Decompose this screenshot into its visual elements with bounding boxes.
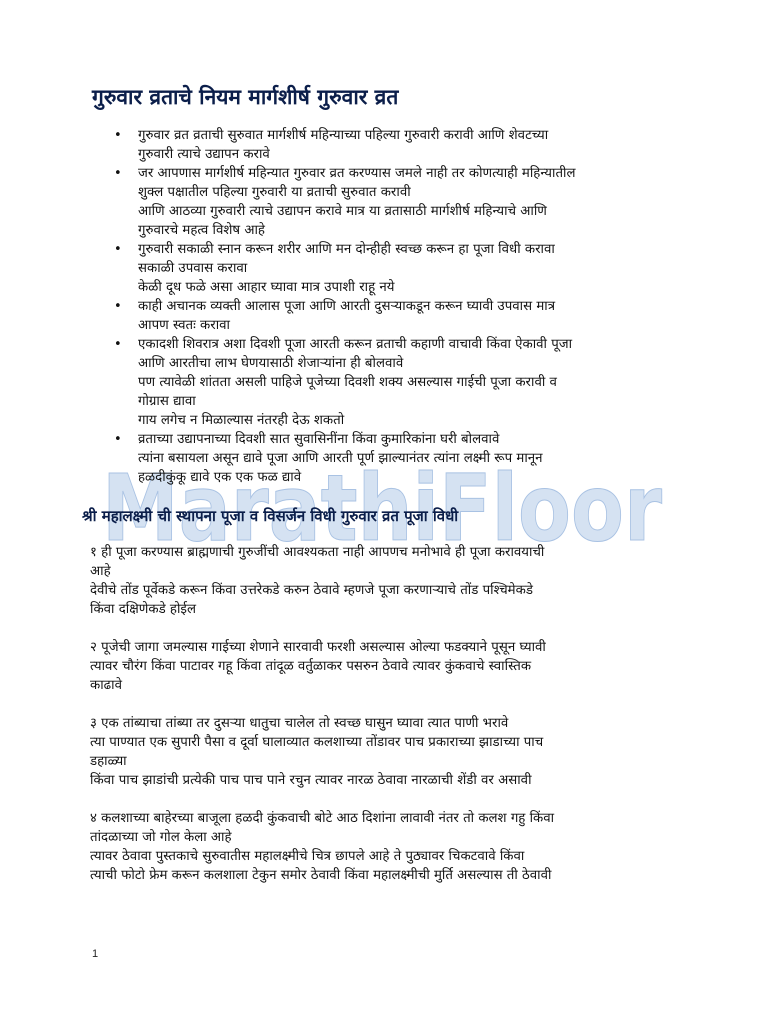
rule-line: गोग्रास द्यावा (138, 394, 196, 410)
rule-line: • काही अचानक व्यक्ती आलास पूजा आणि आरती दुसऱ्याकडून करून घ्यावी उपवास मात्र (138, 299, 556, 315)
rule-line: • गुरुवारी सकाळी स्नान करून शरीर आणि मन दोन्हीही स्वच्छ करून हा पूजा विधी करावा (138, 242, 555, 258)
rule-line: हळदीकुंकू द्यावे एक एक फळ द्यावे (138, 470, 302, 486)
page-number: 1 (92, 948, 99, 960)
rule-item (138, 240, 682, 297)
rule-line: केळी दूध फळे असा आहार घ्यावा मात्र उपाशी राहू नये (138, 280, 395, 296)
puja-step (90, 543, 682, 619)
step-line: त्यावर चौरंग किंवा पाटावर गहू किंवा तांदूळ वर्तुळाकर पसरुन ठेवावे त्यावर कुंकवाचे स्वास्तिक (90, 658, 532, 674)
rule-item (138, 335, 682, 430)
svg-text:MarathiFloor: MarathiFloor (102, 455, 663, 562)
step-line: त्यावर ठेवावा पुस्तकाचे सुरुवातीस महालक्ष्मीचे चित्र छापले आहे ते पुठ्यावर चिकटवावे किंवा (90, 848, 525, 864)
rule-line: गुरुवारी त्याचे उद्यापन करावे (138, 147, 270, 163)
rule-line: • जर आपणास मार्गशीर्ष महिन्यात गुरुवार व्रत करण्यास जमले नाही तर कोणत्याही महिन्यातील (138, 166, 576, 182)
puja-steps (92, 543, 682, 885)
puja-step (90, 714, 682, 790)
step-line: १ ही पूजा करण्यास ब्राह्मणाची गुरुजींची आवश्यकता नाही आपणच मनोभावे ही पूजा करावयाची (90, 544, 545, 560)
rule-line: सकाळी उपवास करावा (138, 261, 248, 277)
rule-line: पण त्यावेळी शांतता असली पाहिजे पूजेच्या दिवशी शक्य असल्यास गाईची पूजा करावी व (138, 375, 557, 391)
step-line: किंवा पाच झाडांची प्रत्येकी पाच पाच पाने रचुन त्यावर नारळ ठेवावा नारळाची शेंडी वर असावी (90, 772, 532, 788)
step-line: २ पूजेची जागा जमल्यास गाईच्या शेणाने सारवावी फरशी असल्यास ओल्या फडक्याने पूसून घ्यावी (90, 639, 546, 655)
step-line: आहे (90, 563, 111, 579)
step-line: ४ कलशाच्या बाहेरच्या बाजूला हळदी कुंकवाची बोटे आठ दिशांना लावावी नंतर तो कलश गहु किंवा (90, 810, 555, 826)
rule-line: • एकादशी शिवरात्र अशा दिवशी पूजा आरती करून व्रताची कहाणी वाचावी किंवा ऐकावी पूजा (138, 337, 573, 353)
rule-line: त्यांना बसायला असून द्यावे पूजा आणि आरती पूर्ण झाल्यानंतर त्यांना लक्ष्मी रूप मानून (138, 451, 543, 467)
rule-line: आणि आरतीचा लाभ घेणयासाठी शेजाऱ्यांना ही बोलवावे (138, 356, 404, 372)
rule-line: • गुरुवार व्रत व्रताची सुरुवात मार्गशीर्ष महिन्याच्या पहिल्या गुरुवारी करावी आणि शेवटच्या (138, 128, 549, 144)
step-line: काढावे (90, 677, 122, 693)
step-line: डहाळ्या (90, 753, 127, 769)
rule-item (138, 430, 682, 487)
rule-item (138, 297, 682, 335)
puja-step (90, 638, 682, 695)
step-line: देवीचे तोंड पूर्वेकडे करून किंवा उत्तरेकडे करुन ठेवावे म्हणजे पूजा करणाऱ्याचे तोंड पश्चिमेकडे (90, 582, 533, 598)
rule-line: • व्रताच्या उद्यापनाच्या दिवशी सात सुवासिनींना किंवा कुमारिकांना घरी बोलवावे (138, 432, 500, 448)
rule-item (138, 164, 682, 240)
step-line: तांदळाच्या जो गोल केला आहे (90, 829, 232, 845)
puja-step (90, 809, 682, 885)
step-line: त्याची फोटो फ्रेम करून कलशाला टेकुन समोर ठेवावी किंवा महालक्ष्मीची मुर्ति असल्यास ती ठेवावी (90, 867, 552, 883)
rule-line: आणि आठव्या गुरुवारी त्याचे उद्यापन करावे मात्र या व्रतासाठी मार्गशीर्ष महिन्याचे आणि (138, 204, 547, 220)
rule-line: गाय लगेच न मिळाल्यास नंतरही देऊ शकतो (138, 413, 345, 429)
rule-line: गुरुवारचे महत्व विशेष आहे (138, 223, 265, 239)
step-line: ३ एक तांब्याचा तांब्या तर दुसऱ्या धातुचा चालेल तो स्वच्छ घासुन घ्यावा त्यात पाणी भरावे (90, 715, 509, 731)
step-line: त्या पाण्यात एक सुपारी पैसा व दूर्वा घालाव्यात कलशाच्या तोंडावर पाच प्रकाराच्या झाडाच्या पाच (90, 734, 544, 750)
rule-line: आपण स्वतः करावा (138, 318, 230, 334)
rule-line: शुक्ल पक्षातील पहिल्या गुरुवारी या व्रताची सुरुवात करावी (138, 185, 411, 201)
page-title: गुरुवार व्रताचे नियम मार्गशीर्ष गुरुवार व्रत (92, 85, 399, 109)
rules-list (92, 126, 682, 487)
section-heading: श्री महालक्ष्मी ची स्थापना पूजा व विसर्जन विधी गुरुवार व्रत पूजा विधी (82, 507, 459, 526)
rule-item (138, 126, 682, 164)
document-content (82, 84, 682, 904)
step-line: किंवा दक्षिणेकडे होईल (90, 601, 196, 617)
